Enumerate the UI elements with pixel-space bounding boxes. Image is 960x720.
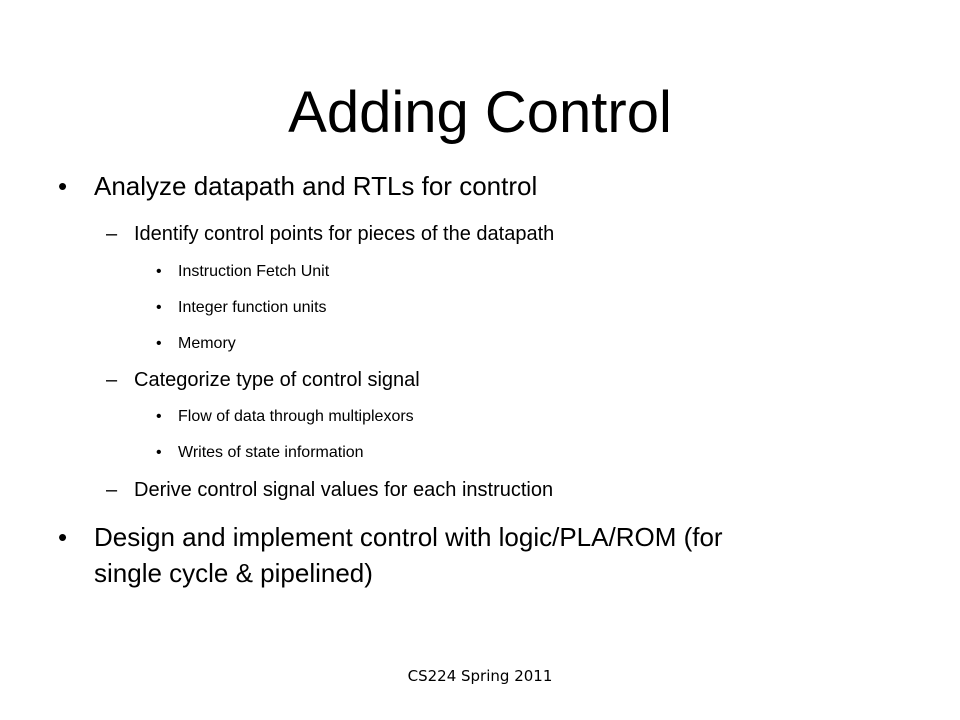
sub-bullet-marker: • [156,299,162,316]
item-instruction-fetch-unit: Instruction Fetch Unit [178,263,330,280]
slide-footer: CS224 Spring 2011 [407,667,553,685]
item-integer-function-units: Integer function units [178,299,327,316]
bullet-design-implement-line2: single cycle & pipelined) [94,558,373,588]
slide-title: Adding Control [288,80,672,145]
subbullet-identify-control-points: Identify control points for pieces of the datapath [134,223,555,245]
item-flow-of-data: Flow of data through multiplexors [178,408,414,425]
sub-bullet-marker: • [156,408,162,425]
bullet-marker: • [58,171,68,201]
bullet-analyze-datapath: Analyze datapath and RTLs for control [94,171,538,201]
bullet-marker: • [58,522,68,552]
item-memory: Memory [178,335,236,352]
sub-bullet-marker: • [156,263,162,280]
subbullet-derive-control-values: Derive control signal values for each instruction [134,479,554,501]
bullet-design-implement-line1: Design and implement control with logic/PLA/ROM (for [94,522,723,552]
item-writes-of-state: Writes of state information [178,444,364,461]
dash-marker: – [106,479,118,501]
sub-bullet-marker: • [156,335,162,352]
dash-marker: – [106,223,118,245]
dash-marker: – [106,369,118,391]
sub-bullet-marker: • [156,444,162,461]
subbullet-categorize-control-signal: Categorize type of control signal [134,369,420,391]
